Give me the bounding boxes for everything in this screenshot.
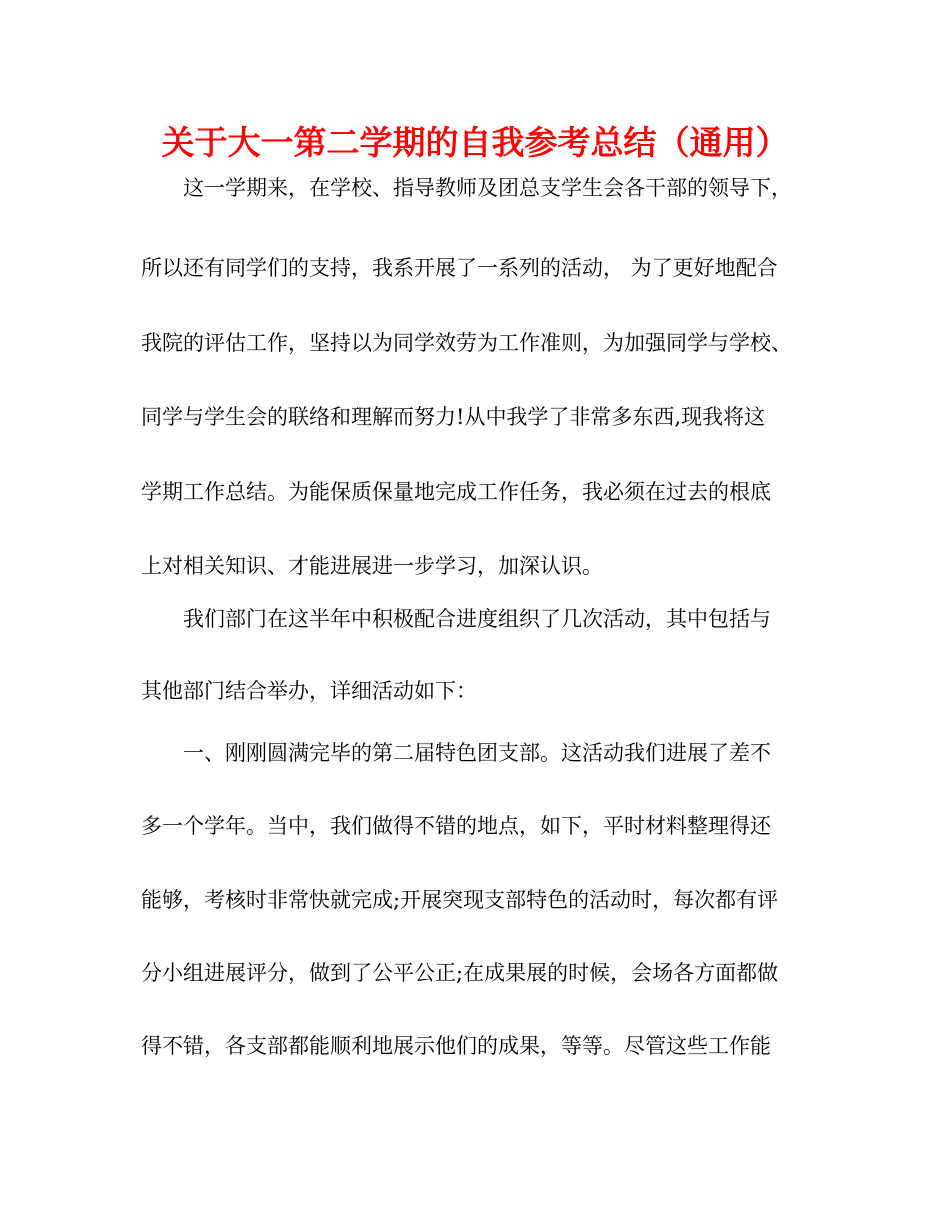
document-title: 关于大一第二学期的自我参考总结（通用） (161, 123, 789, 162)
paragraph-3-line-5: 得不错，各支部都能顺利地展示他们的成果，等等。尽管这些工作能 (141, 1034, 771, 1058)
paragraph-3-line-1: 一、刚刚圆满完毕的第二届特色团支部。这活动我们进展了差不 (183, 741, 771, 765)
paragraph-3-line-2: 多一个学年。当中，我们做得不错的地点，如下，平时材料整理得还 (141, 814, 771, 838)
paragraph-1-line-2: 所以还有同学们的支持，我系开展了一系列的活动， 为了更好地配合 (141, 256, 778, 280)
paragraph-1-line-5: 学期工作总结。为能保质保量地完成工作任务，我必须在过去的根底 (141, 480, 771, 504)
paragraph-1-line-3: 我院的评估工作，坚持以为同学效劳为工作准则，为加强同学与学校、 (141, 331, 792, 355)
paragraph-1-line-4: 同学与学生会的联络和理解而努力!从中我学了非常多东西,现我将这 (141, 405, 766, 429)
paragraph-3-line-3: 能够，考核时非常快就完成;开展突现支部特色的活动时，每次都有评 (141, 888, 779, 912)
paragraph-1-line-6: 上对相关知识、才能进展进一步学习，加深认识。 (141, 554, 603, 578)
paragraph-3-line-4: 分小组进展评分，做到了公平公正;在成果展的时候，会场各方面都做 (141, 961, 779, 985)
paragraph-2-line-2: 其他部门结合举办，详细活动如下： (141, 679, 477, 703)
paragraph-1-line-1: 这一学期来，在学校、指导教师及团总支学生会各干部的领导下， (183, 176, 792, 200)
paragraph-2-line-1: 我们部门在这半年中积极配合进度组织了几次活动，其中包括与 (183, 607, 771, 631)
